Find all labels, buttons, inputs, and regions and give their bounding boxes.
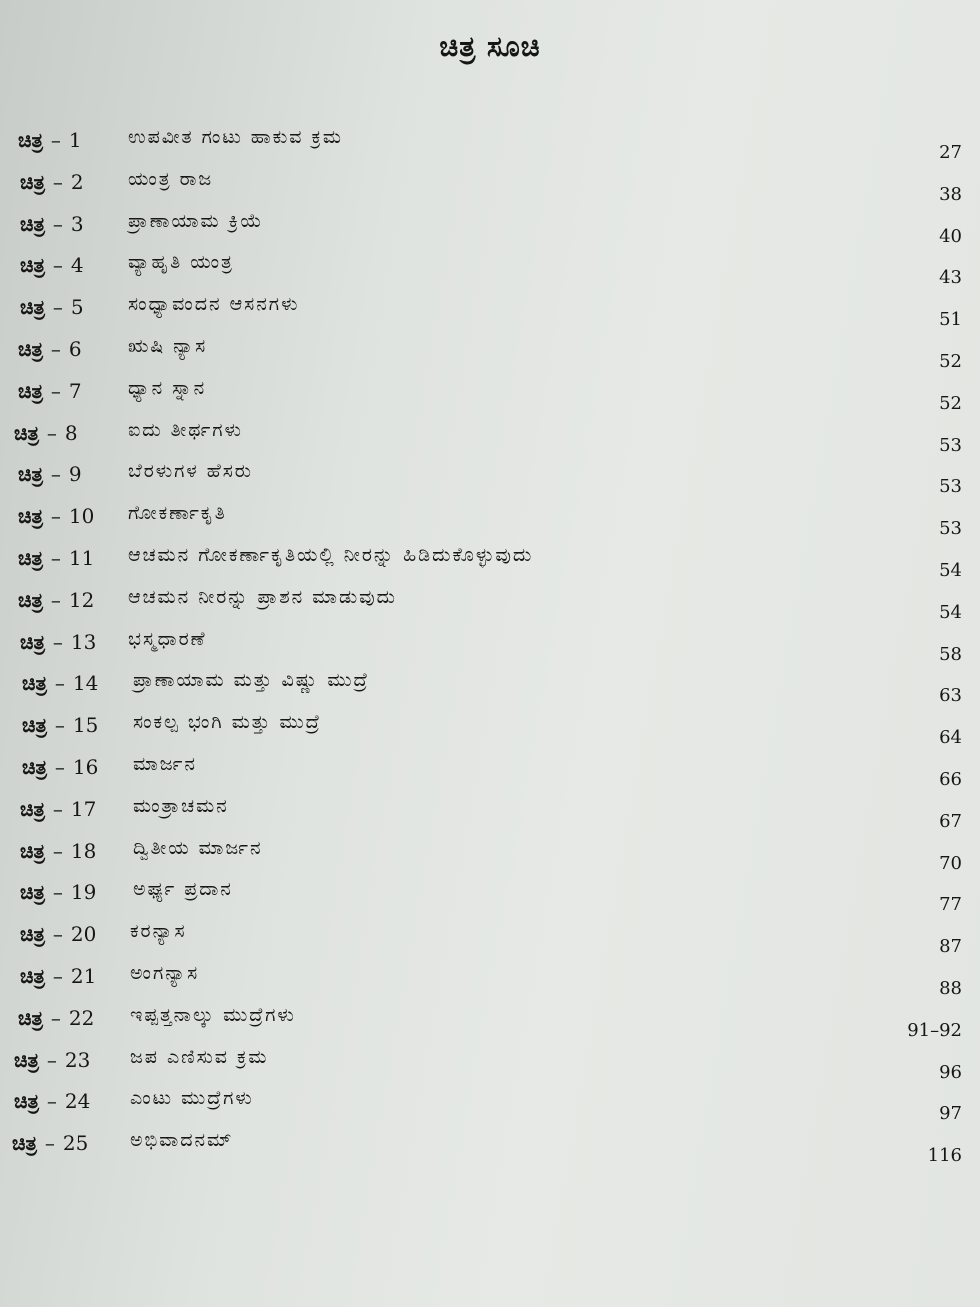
figure-page-number: 64 xyxy=(939,727,962,749)
figure-dash: – xyxy=(52,880,63,905)
figure-index-entry xyxy=(0,496,980,538)
figure-dash: – xyxy=(46,1089,57,1114)
figure-caption: ಬೆರಳುಗಳ ಹೆಸರು xyxy=(128,460,253,483)
figure-number: 18 xyxy=(70,838,97,863)
figure-prefix: ಚಿತ್ರ xyxy=(18,462,43,487)
figure-page-number: 51 xyxy=(939,309,962,331)
figure-index-entry xyxy=(0,705,980,747)
figure-label xyxy=(18,588,94,612)
figure-dash: – xyxy=(54,713,65,738)
figure-index-entry xyxy=(0,1081,980,1123)
figure-label xyxy=(18,504,94,528)
figure-index-entry xyxy=(0,998,980,1040)
figure-number: 2 xyxy=(70,169,84,194)
figure-caption: ಸಂಕಲ್ಪ ಭಂಗಿ ಮತ್ತು ಮುದ್ರೆ xyxy=(133,711,322,734)
figure-dash: – xyxy=(44,1131,55,1156)
figure-index-entry xyxy=(0,622,980,664)
figure-dash: – xyxy=(50,504,61,529)
figure-prefix: ಚಿತ್ರ xyxy=(22,713,47,738)
figure-label xyxy=(20,253,84,277)
figure-page-number: 116 xyxy=(927,1145,962,1167)
figure-dash: – xyxy=(46,1047,57,1072)
figure-prefix: ಚಿತ್ರ xyxy=(18,1005,43,1030)
figure-prefix: ಚಿತ್ರ xyxy=(22,671,47,696)
page-title: ಚಿತ್ರ ಸೂಚಿ xyxy=(439,30,541,63)
figure-caption: ಅಂಗನ್ಯಾಸ xyxy=(130,961,200,984)
figure-label xyxy=(22,671,98,695)
figure-index-entry xyxy=(0,204,980,246)
figure-dash: – xyxy=(52,253,63,278)
figure-prefix: ಚಿತ್ರ xyxy=(18,545,43,570)
figure-number: 12 xyxy=(68,587,95,612)
figure-prefix: ಚಿತ್ರ xyxy=(14,1089,39,1114)
figure-page-number: 53 xyxy=(939,476,962,498)
figure-prefix: ಚಿತ್ರ xyxy=(18,378,43,403)
figure-number: 11 xyxy=(68,545,95,570)
figure-prefix: ಚಿತ್ರ xyxy=(20,629,45,654)
figure-caption: ಯಂತ್ರ ರಾಜ xyxy=(128,167,214,190)
figure-number: 8 xyxy=(64,420,78,445)
figure-number: 20 xyxy=(70,922,97,947)
figure-caption: ಸಂಧ್ಯಾವಂದನ ಆಸನಗಳು xyxy=(128,293,300,316)
figure-number: 16 xyxy=(72,754,99,779)
figure-page-number: 91–92 xyxy=(907,1019,962,1041)
figure-caption: ಮಾರ್ಜನ xyxy=(133,752,197,775)
figure-page-number: 96 xyxy=(939,1061,962,1083)
figure-page-number: 43 xyxy=(939,267,962,289)
figure-index-entry xyxy=(0,1040,980,1082)
figure-number: 17 xyxy=(70,796,97,821)
figure-index-entry xyxy=(0,538,980,580)
figure-caption: ಆಚಮನ ಗೋಕರ್ಣಾಕೃತಿಯಲ್ಲಿ ನೀರನ್ನು ಹಿಡಿದುಕೊಳ್ಳುವುದು xyxy=(128,543,534,566)
figure-label xyxy=(18,337,82,361)
figure-dash: – xyxy=(52,169,63,194)
figure-index-entry xyxy=(0,747,980,789)
figure-number: 10 xyxy=(68,504,95,529)
figure-number: 25 xyxy=(62,1131,89,1156)
figure-label xyxy=(20,797,96,821)
figure-dash: – xyxy=(50,1005,61,1030)
figure-number: 5 xyxy=(70,295,84,320)
figure-page-number: 27 xyxy=(939,142,962,163)
figure-page-number: 53 xyxy=(939,518,962,540)
figure-caption: ಅರ್ಘ್ಯ ಪ್ರದಾನ xyxy=(133,878,233,901)
figure-prefix: ಚಿತ್ರ xyxy=(20,169,45,194)
figure-page-number: 63 xyxy=(939,685,962,707)
figure-label xyxy=(18,128,82,152)
figure-caption: ಮಂತ್ರಾಚಮನ xyxy=(133,794,229,817)
figure-dash: – xyxy=(52,295,63,320)
figure-page-number: 40 xyxy=(939,225,962,247)
figure-page-number: 67 xyxy=(939,810,962,832)
figure-index-entry xyxy=(0,371,980,413)
figure-caption: ಎಂಟು ಮುದ್ರೆಗಳು xyxy=(130,1087,254,1110)
figure-number: 24 xyxy=(64,1089,91,1114)
figure-number: 6 xyxy=(68,336,82,361)
figure-label xyxy=(20,839,96,863)
figure-dash: – xyxy=(54,671,65,696)
figure-label xyxy=(20,880,96,904)
figure-page-number: 70 xyxy=(939,852,962,874)
figure-label xyxy=(14,1048,90,1072)
figure-label xyxy=(20,964,96,988)
figure-page-number: 77 xyxy=(939,894,962,916)
figure-label xyxy=(18,1006,94,1030)
figure-caption: ಕರನ್ಯಾಸ xyxy=(130,920,187,943)
figure-label xyxy=(12,1131,88,1155)
figure-label xyxy=(14,421,78,445)
figure-page-number: 38 xyxy=(939,183,962,205)
figure-index-entry xyxy=(0,162,980,204)
figure-index-entry xyxy=(0,245,980,287)
figure-dash: – xyxy=(50,545,61,570)
figure-prefix: ಚಿತ್ರ xyxy=(20,211,45,236)
figure-caption: ಪ್ರಾಣಾಯಾಮ ಮತ್ತು ವಿಷ್ಣು ಮುದ್ರೆ xyxy=(133,669,370,692)
figure-prefix: ಚಿತ್ರ xyxy=(20,253,45,278)
figure-index-entry xyxy=(0,454,980,496)
figure-label xyxy=(18,462,82,486)
figure-label xyxy=(18,379,82,403)
figure-index-entry xyxy=(0,663,980,705)
figure-dash: – xyxy=(52,963,63,988)
figure-page-number: 58 xyxy=(939,643,962,665)
figure-caption: ಇಪ್ಪತ್ತನಾಲ್ಕು ಮುದ್ರೆಗಳು xyxy=(130,1003,296,1026)
figure-number: 15 xyxy=(72,713,99,738)
figure-prefix: ಚಿತ್ರ xyxy=(12,1131,37,1156)
figure-page-number: 54 xyxy=(939,601,962,623)
figure-prefix: ಚಿತ್ರ xyxy=(20,295,45,320)
figure-caption: ಭಸ್ಮಧಾರಣೆ xyxy=(128,627,207,650)
figure-label xyxy=(22,713,98,737)
figure-index-entry xyxy=(0,1123,980,1165)
figure-page-number: 54 xyxy=(939,559,962,581)
figure-prefix: ಚಿತ್ರ xyxy=(22,754,47,779)
figure-prefix: ಚಿತ್ರ xyxy=(14,1047,39,1072)
figure-number: 7 xyxy=(68,378,82,403)
figure-dash: – xyxy=(52,922,63,947)
figure-label xyxy=(14,1089,90,1113)
figure-number: 19 xyxy=(70,880,97,905)
figure-prefix: ಚಿತ್ರ xyxy=(18,504,43,529)
figure-prefix: ಚಿತ್ರ xyxy=(14,420,39,445)
figure-index-entry xyxy=(0,580,980,622)
figure-index-entry xyxy=(0,831,980,873)
figure-label xyxy=(20,922,96,946)
figure-prefix: ಚಿತ್ರ xyxy=(20,963,45,988)
figure-index-list xyxy=(0,120,980,1165)
figure-dash: – xyxy=(50,128,61,152)
figure-caption: ಧ್ಯಾನ ಸ್ನಾನ xyxy=(128,376,207,399)
figure-dash: – xyxy=(46,420,57,445)
figure-page-number: 53 xyxy=(939,434,962,456)
figure-caption: ಜಪ ಎಣಿಸುವ ಕ್ರಮ xyxy=(130,1045,269,1068)
figure-label xyxy=(20,170,84,194)
figure-prefix: ಚಿತ್ರ xyxy=(18,336,43,361)
figure-caption: ವ್ಯಾಹೃತಿ ಯಂತ್ರ xyxy=(128,251,234,274)
figure-index-entry xyxy=(0,956,980,998)
figure-caption: ಪ್ರಾಣಾಯಾಮ ಕ್ರಿಯೆ xyxy=(128,209,264,232)
figure-caption: ಉಪವೀತ ಗಂಟು ಹಾಕುವ ಕ್ರಮ xyxy=(128,126,343,148)
figure-index-entry xyxy=(0,914,980,956)
figure-number: 14 xyxy=(72,671,99,696)
figure-label xyxy=(22,755,98,779)
figure-index-entry xyxy=(0,872,980,914)
figure-number: 9 xyxy=(68,462,82,487)
figure-label xyxy=(18,546,94,570)
figure-dash: – xyxy=(50,462,61,487)
figure-dash: – xyxy=(52,838,63,863)
figure-prefix: ಚಿತ್ರ xyxy=(20,880,45,905)
figure-index-entry xyxy=(0,120,980,162)
figure-prefix: ಚಿತ್ರ xyxy=(20,796,45,821)
figure-number: 3 xyxy=(70,211,84,236)
figure-number: 1 xyxy=(68,128,82,152)
figure-label xyxy=(20,212,84,236)
figure-dash: – xyxy=(50,587,61,612)
figure-prefix: ಚಿತ್ರ xyxy=(18,128,43,152)
figure-caption: ಗೋಕರ್ಣಾಕೃತಿ xyxy=(128,502,227,525)
figure-number: 4 xyxy=(70,253,84,278)
figure-dash: – xyxy=(54,754,65,779)
figure-page-number: 88 xyxy=(939,977,962,999)
figure-dash: – xyxy=(52,796,63,821)
figure-number: 22 xyxy=(68,1005,95,1030)
figure-page-number: 87 xyxy=(939,936,962,958)
figure-index-entry xyxy=(0,329,980,371)
figure-prefix: ಚಿತ್ರ xyxy=(18,587,43,612)
figure-dash: – xyxy=(50,378,61,403)
figure-page-number: 52 xyxy=(939,392,962,414)
figure-caption: ದ್ವಿತೀಯ ಮಾರ್ಜನ xyxy=(133,836,263,859)
figure-page-number: 52 xyxy=(939,350,962,372)
figure-page-number: 66 xyxy=(939,768,962,790)
figure-prefix: ಚಿತ್ರ xyxy=(20,838,45,863)
figure-dash: – xyxy=(52,211,63,236)
figure-caption: ಋಷಿ ನ್ಯಾಸ xyxy=(128,334,208,357)
figure-caption: ಅಭಿವಾದನಮ್ xyxy=(130,1129,234,1152)
figure-number: 23 xyxy=(64,1047,91,1072)
figure-number: 13 xyxy=(70,629,97,654)
figure-dash: – xyxy=(50,336,61,361)
figure-label xyxy=(20,630,96,654)
figure-page-number: 97 xyxy=(939,1103,962,1125)
figure-label xyxy=(20,295,84,319)
figure-caption: ಆಚಮನ ನೀರನ್ನು ಪ್ರಾಶನ ಮಾಡುವುದು xyxy=(128,585,397,608)
figure-index-entry xyxy=(0,287,980,329)
figure-index-entry xyxy=(0,413,980,455)
figure-prefix: ಚಿತ್ರ xyxy=(20,922,45,947)
figure-number: 21 xyxy=(70,963,97,988)
figure-index-entry xyxy=(0,789,980,831)
figure-caption: ಐದು ತೀರ್ಥಗಳು xyxy=(128,418,243,441)
figure-dash: – xyxy=(52,629,63,654)
